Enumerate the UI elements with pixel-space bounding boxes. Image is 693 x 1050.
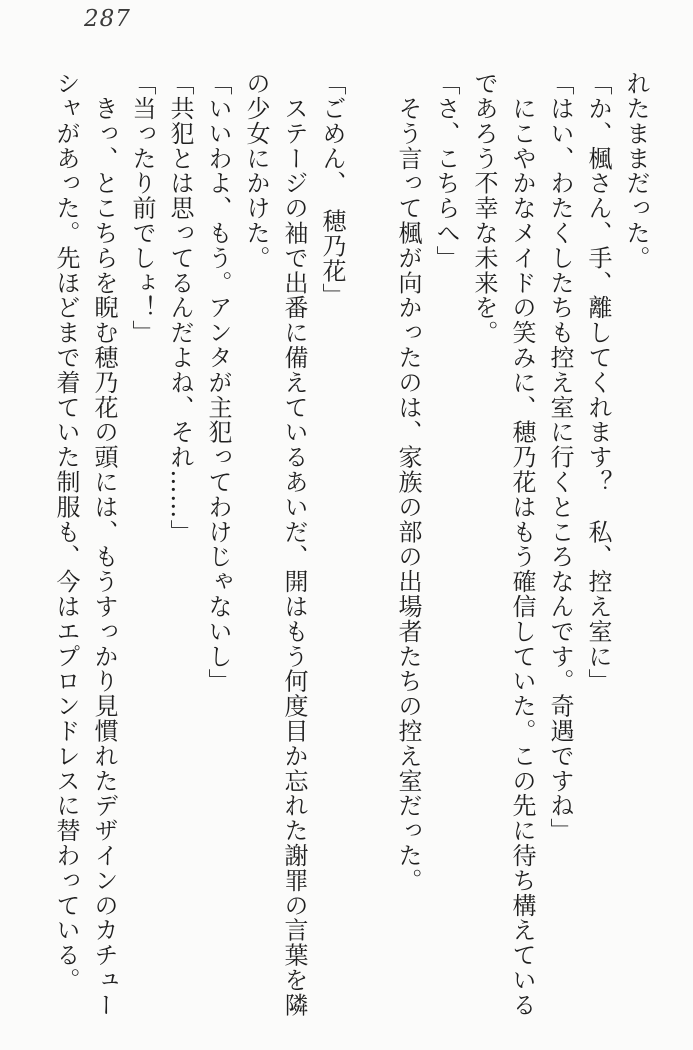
paragraph: 「さ、こちらへ」 <box>432 71 460 271</box>
paragraph: 「いいわよ、もう。アンタが主犯ってわけじゃないし」 <box>204 71 232 694</box>
page-number: 287 <box>84 6 131 32</box>
paragraph: 「か、楓さん、手、離してくれます？ 私、控え室に」 <box>584 71 612 694</box>
paragraph: きっ、とこちらを睨む穂乃花の頭には、もうすっかり見慣れたデザインのカチューシャがあった。先ほどまで着ていた制服も、今はエプロンドレスに替わっている。 <box>52 71 118 1018</box>
paragraph: にこやかなメイドの笑みに、穂乃花はもう確信していた。この先に待ち構えているであろう不幸な未来を。 <box>470 71 536 1018</box>
paragraph: 「ごめん、 穂乃花」 <box>318 71 346 308</box>
paragraph: 「共犯とは思ってるんだよね、それ……」 <box>166 71 194 545</box>
paragraph: れたままだった。 <box>622 71 650 271</box>
paragraph: そう言って楓が向かったのは、家族の部の出場者たちの控え室だった。 <box>394 71 422 893</box>
blank-line <box>351 71 389 1019</box>
paragraph: 「当ったり前でしょ！」 <box>128 71 156 345</box>
page-text <box>47 71 655 1019</box>
paragraph: ステージの袖で出番に備えているあいだ、開はもう何度目か忘れた謝罪の言葉を隣の少女にかけた。 <box>242 71 308 1018</box>
paragraph: 「はい、わたくしたちも控え室に行くところなんです。奇遇ですね」 <box>546 71 574 843</box>
